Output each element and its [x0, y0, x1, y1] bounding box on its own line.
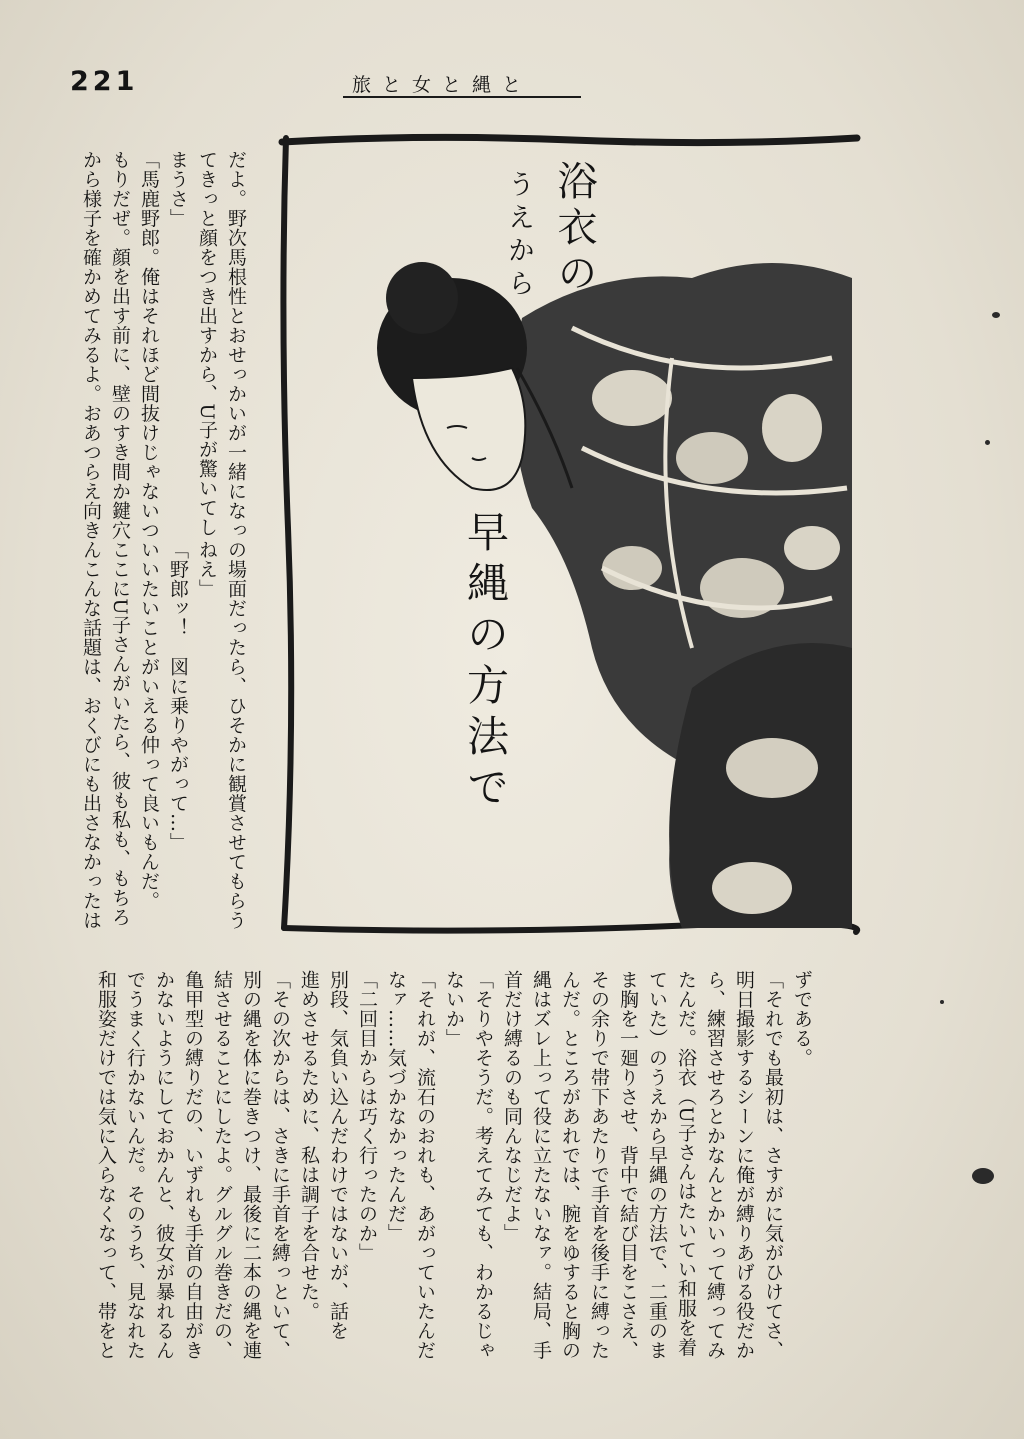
text-line: でうまく行かないんだ。そのうち、見なれた	[124, 970, 146, 1360]
text-line: 進めさせるために、私は調子を合せた。	[298, 970, 320, 1321]
text-line: 別段、気負い込んだわけではないが、話を	[327, 970, 349, 1341]
text-line: たんだ。浴衣（U子さんはたいてい和服を着	[675, 970, 697, 1358]
text-line: ら、練習させろとかなんとかいって縛ってみ	[704, 970, 726, 1360]
kimono-flower	[676, 432, 748, 484]
text-line: てきっと顔をつき出すから、U子が驚いてし	[196, 150, 218, 538]
text-column-lower-left	[80, 540, 250, 930]
text-line: その余りで帯下あたりで手首を後手に縛った	[588, 970, 610, 1360]
caption-line-1: 浴衣の	[551, 160, 597, 298]
text-line: ていた）のうえから早縄の方法で、二重のま	[646, 970, 668, 1360]
text-line: 「二回目からは巧く行ったのか」	[356, 970, 378, 1263]
illustration-border	[282, 137, 857, 142]
text-line: んこんな話題は、おくびにも出さなかったは	[80, 540, 102, 930]
text-line: 「それが、流石のおれも、あがっていたんだ	[414, 970, 436, 1360]
title-underline	[343, 96, 581, 98]
text-line: だよ。野次馬根性とおせっかいが一緒になっ	[225, 150, 247, 540]
text-line: 「その次からは、さきに手首を縛っといて、	[269, 970, 291, 1360]
text-line: 「それでも最初は、さすがに気がひけてさ、	[762, 970, 784, 1360]
text-line: 結させることにしたよ。グルグル巻きだの、	[211, 970, 233, 1360]
kimono-flower	[762, 394, 822, 462]
text-column-upper-left	[80, 150, 250, 540]
paper-speck	[972, 1168, 994, 1184]
text-line: ま胸を一廻りさせ、背中で結び目をこさえ、	[617, 970, 639, 1360]
text-line: んだ。ところがあれでは、腕をゆすると胸の	[559, 970, 581, 1360]
text-line: 縄はズレ上って役に立たないなァ。結局、手	[530, 970, 552, 1360]
text-line: 「馬鹿野郎。俺はそれほど間抜けじゃないつ	[138, 150, 160, 540]
caption-line-2: うえから	[503, 170, 534, 302]
text-line: いいたいことがいえる仲って良いもんだ。	[138, 540, 160, 911]
kimono-flower	[784, 526, 840, 570]
illustration-border	[283, 138, 291, 928]
text-line: ないか」	[443, 970, 465, 1048]
text-line: 亀甲型の縛りだの、いずれも手首の自由がき	[182, 970, 204, 1360]
text-line: から様子を確かめてみるよ。おあつらえ向き	[80, 150, 102, 540]
illustration-caption	[400, 160, 630, 820]
paper-speck	[985, 440, 990, 445]
paper-speck	[992, 312, 1000, 318]
page-number: 221	[70, 66, 139, 97]
text-line: かないようにしておかんと、彼女が暴れるん	[153, 970, 175, 1360]
caption-line-3: 早縄の方法で	[461, 510, 510, 816]
running-title: 旅と女と縄と	[352, 74, 533, 96]
text-line: 「野郎ッ！ 図に乗りやがって…」	[167, 540, 189, 852]
paper-speck	[940, 1000, 944, 1004]
text-line: 明日撮影するシーンに俺が縛りあげる役だか	[733, 970, 755, 1360]
text-line: ねえ」	[196, 540, 218, 599]
text-line: の場面だったら、ひそかに観賞させてもらう	[225, 540, 247, 930]
text-line: なァ……気づかなかったんだ」	[385, 970, 407, 1243]
text-line: 和服姿だけでは気に入らなくなって、帯をと	[95, 970, 117, 1360]
kimono-flower	[726, 738, 818, 798]
text-line: 別の縄を体に巻きつけ、最後に二本の縄を連	[240, 970, 262, 1360]
text-column-bottom	[56, 970, 816, 1360]
text-line: もりだぜ。顔を出す前に、壁のすき間か鍵穴	[109, 150, 131, 540]
text-line: ずである。	[791, 970, 813, 1068]
kimono-flower	[712, 862, 792, 914]
text-line: まうさ」	[167, 150, 189, 228]
text-line: ここにU子さんがいたら、彼も私も、もちろ	[109, 540, 131, 928]
text-line: 首だけ縛るのも同んなじだよ」	[501, 970, 523, 1243]
text-line: 「そりやそうだ。考えてみても、わかるじゃ	[472, 970, 494, 1360]
